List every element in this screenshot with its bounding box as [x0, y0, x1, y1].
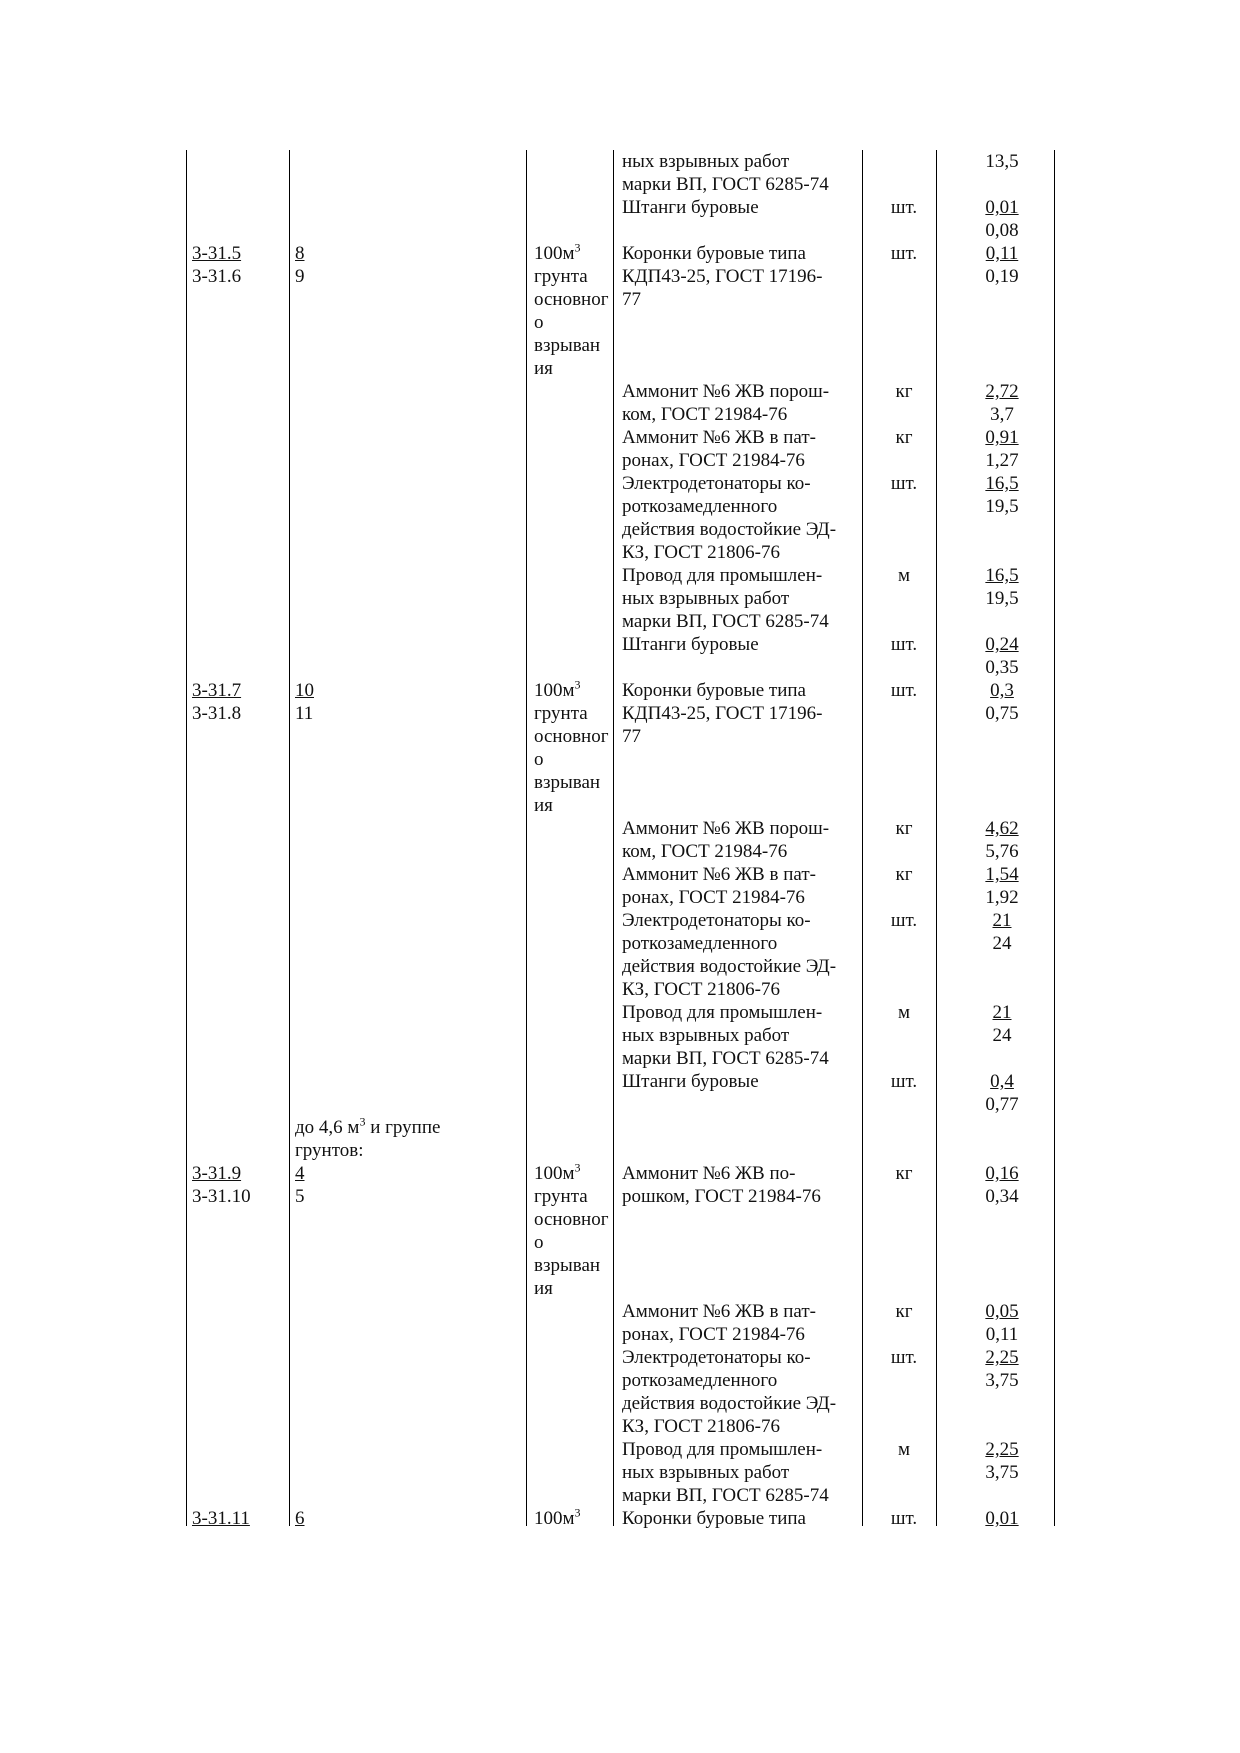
resource-unit: шт.	[890, 197, 918, 218]
table-border-right	[1054, 150, 1055, 1526]
resource-quantity	[952, 380, 1052, 426]
norm-code-primary: 3-31.11	[192, 1508, 250, 1529]
measure-unit-main: 100м	[534, 1163, 575, 1184]
norm-code	[192, 1507, 286, 1530]
resource-quantity	[952, 909, 1052, 955]
norm-code-secondary: 3-31.8	[192, 703, 242, 724]
quantity-secondary: 19,5	[985, 588, 1019, 609]
table-divider-2	[526, 150, 527, 1526]
resource-unit: кг	[895, 381, 913, 402]
resource-unit: м	[897, 1439, 911, 1460]
resource-name: Аммонит №6 ЖВ порош- ком, ГОСТ 21984-76	[622, 818, 830, 862]
resource-quantity	[952, 863, 1052, 909]
group-number	[295, 679, 523, 725]
quantity-primary: 2,72	[985, 381, 1019, 402]
resource-unit: м	[897, 565, 911, 586]
quantity-secondary: 3,7	[990, 404, 1014, 425]
resource-unit: шт.	[890, 473, 918, 494]
quantity-primary: 1,54	[985, 864, 1019, 885]
resource-quantity	[952, 1300, 1052, 1346]
resource-unit: кг	[895, 864, 913, 885]
resource-name: Электродетонаторы ко- роткозамедленного действия водостойкие ЭД- КЗ, ГОСТ 21806-76	[622, 1347, 837, 1437]
cubic-superscript: 3	[574, 1160, 581, 1175]
quantity-secondary: 0,77	[985, 1094, 1019, 1115]
resource-quantity	[952, 679, 1052, 725]
quantity-secondary: 0,75	[985, 703, 1019, 724]
cubic-superscript: 3	[574, 1505, 581, 1520]
resource-unit: кг	[895, 1163, 913, 1184]
resource-name: Коронки буровые типа КДП43-25, ГОСТ 17196- 77	[622, 680, 823, 747]
group-number	[295, 1507, 523, 1530]
norm-code	[192, 242, 286, 288]
resource-name: Штанги буровые	[622, 1071, 759, 1092]
resource-quantity	[952, 426, 1052, 472]
group-heading-tail: и группе грунтов:	[295, 1117, 441, 1161]
quantity-secondary: 5,76	[985, 841, 1019, 862]
resource-name: Аммонит №6 ЖВ в пат- ронах, ГОСТ 21984-76	[622, 1301, 816, 1345]
norm-code-primary: 3-31.7	[192, 680, 242, 701]
quantity-secondary: 0,11	[985, 1324, 1019, 1345]
resource-unit: шт.	[890, 243, 918, 264]
resource-name: Электродетонаторы ко- роткозамедленного действия водостойкие ЭД- КЗ, ГОСТ 21806-76	[622, 910, 837, 1000]
quantity-secondary: 0,19	[985, 266, 1019, 287]
resource-quantity	[952, 817, 1052, 863]
resource-quantity	[952, 150, 1052, 173]
resource-unit: кг	[895, 1301, 913, 1322]
resource-quantity	[952, 1438, 1052, 1484]
resource-name: ных взрывных работ марки ВП, ГОСТ 6285-74	[622, 151, 829, 195]
resource-unit: шт.	[890, 634, 918, 655]
resource-unit: кг	[895, 818, 913, 839]
table-border-left	[186, 150, 187, 1526]
resource-quantity	[952, 196, 1052, 242]
resource-quantity	[952, 472, 1052, 518]
norm-code-primary: 3-31.9	[192, 1163, 242, 1184]
quantity-primary: 0,01	[985, 1508, 1019, 1529]
group-number-secondary: 5	[295, 1186, 305, 1207]
quantity-primary: 0,91	[985, 427, 1019, 448]
quantity-secondary: 19,5	[985, 496, 1019, 517]
resource-quantity	[952, 1507, 1052, 1530]
group-number	[295, 1162, 523, 1208]
quantity-primary: 0,01	[985, 197, 1019, 218]
quantity-primary: 2,25	[985, 1347, 1019, 1368]
quantity-primary: 0,3	[990, 680, 1014, 701]
resource-name: Аммонит №6 ЖВ в пат- ронах, ГОСТ 21984-76	[622, 864, 816, 908]
quantity-secondary: 1,92	[985, 887, 1019, 908]
measure-unit	[534, 1162, 614, 1300]
quantity-primary: 16,5	[985, 473, 1019, 494]
cubic-superscript: 3	[574, 240, 581, 255]
quantity-secondary: 24	[992, 933, 1012, 954]
resource-quantity	[952, 1346, 1052, 1392]
resource-unit: кг	[895, 427, 913, 448]
quantity-primary: 0,24	[985, 634, 1019, 655]
resource-quantity	[952, 242, 1052, 288]
resource-unit: шт.	[890, 1347, 918, 1368]
resource-name: Коронки буровые типа	[622, 1508, 806, 1529]
quantity-primary: 0,11	[985, 243, 1019, 264]
measure-unit-main: 100м	[534, 243, 575, 264]
resource-quantity	[952, 564, 1052, 610]
group-number-primary: 10	[295, 680, 314, 701]
resource-name: Провод для промышлен- ных взрывных работ марки ВП, ГОСТ 6285-74	[622, 565, 829, 632]
resource-quantity	[952, 1070, 1052, 1116]
cubic-superscript: 3	[574, 677, 581, 692]
quantity-primary: 2,25	[985, 1439, 1019, 1460]
measure-unit	[534, 679, 614, 817]
measure-unit	[534, 242, 614, 380]
group-number-primary: 8	[295, 243, 305, 264]
measure-unit-desc: грунта основног о взрыван ия	[534, 1186, 609, 1299]
resource-unit: шт.	[890, 1071, 918, 1092]
quantity-primary: 16,5	[985, 565, 1019, 586]
quantity-primary: 0,4	[990, 1071, 1014, 1092]
quantity-primary: 21	[992, 910, 1012, 931]
resource-unit: шт.	[890, 1508, 918, 1529]
resource-quantity	[952, 1162, 1052, 1208]
resource-name: Аммонит №6 ЖВ в пат- ронах, ГОСТ 21984-76	[622, 427, 816, 471]
quantity-secondary: 3,75	[985, 1462, 1019, 1483]
resource-name: Провод для промышлен- ных взрывных работ марки ВП, ГОСТ 6285-74	[622, 1439, 829, 1506]
table-divider-1	[289, 150, 290, 1526]
norm-code	[192, 1162, 286, 1208]
resource-unit: шт.	[890, 910, 918, 931]
measure-unit-main: 100м	[534, 680, 575, 701]
group-number-primary: 6	[295, 1508, 305, 1529]
group-number-primary: 4	[295, 1163, 305, 1184]
quantity-secondary: 1,27	[985, 450, 1019, 471]
resource-unit: шт.	[890, 680, 918, 701]
measure-unit-main: 100м	[534, 1508, 575, 1529]
resource-name: Провод для промышлен- ных взрывных работ марки ВП, ГОСТ 6285-74	[622, 1002, 829, 1069]
group-number-secondary: 11	[295, 703, 314, 724]
quantity-secondary: 0,35	[985, 657, 1019, 678]
quantity-secondary: 13,5	[985, 151, 1019, 172]
norm-code	[192, 679, 286, 725]
quantity-secondary: 3,75	[985, 1370, 1019, 1391]
norm-code-primary: 3-31.5	[192, 243, 242, 264]
resource-name: Коронки буровые типа КДП43-25, ГОСТ 17196- 77	[622, 243, 823, 310]
quantity-primary: 0,16	[985, 1163, 1019, 1184]
norm-code-secondary: 3-31.6	[192, 266, 242, 287]
quantity-secondary: 0,08	[985, 220, 1019, 241]
quantity-primary: 0,05	[985, 1301, 1019, 1322]
resource-name: Электродетонаторы ко- роткозамедленного действия водостойкие ЭД- КЗ, ГОСТ 21806-76	[622, 473, 837, 563]
resource-name: Аммонит №6 ЖВ порош- ком, ГОСТ 21984-76	[622, 381, 830, 425]
resource-name: Штанги буровые	[622, 634, 759, 655]
quantity-secondary: 24	[992, 1025, 1012, 1046]
quantity-primary: 4,62	[985, 818, 1019, 839]
group-number	[295, 1116, 523, 1162]
measure-unit-desc: грунта основног о взрыван ия	[534, 266, 609, 379]
resource-quantity	[952, 633, 1052, 679]
resource-name: Штанги буровые	[622, 197, 759, 218]
group-number	[295, 242, 523, 288]
resource-unit: м	[897, 1002, 911, 1023]
group-number-secondary: 9	[295, 266, 305, 287]
measure-unit	[534, 1507, 614, 1530]
quantity-secondary: 0,34	[985, 1186, 1019, 1207]
measure-unit-desc: грунта основног о взрыван ия	[534, 703, 609, 816]
group-heading-text: до 4,6 м	[295, 1117, 360, 1138]
cubic-superscript: 3	[359, 1114, 366, 1129]
resource-quantity	[952, 1001, 1052, 1047]
norm-code-secondary: 3-31.10	[192, 1186, 251, 1207]
resource-name: Аммонит №6 ЖВ по- рошком, ГОСТ 21984-76	[622, 1163, 821, 1207]
quantity-primary: 21	[992, 1002, 1012, 1023]
